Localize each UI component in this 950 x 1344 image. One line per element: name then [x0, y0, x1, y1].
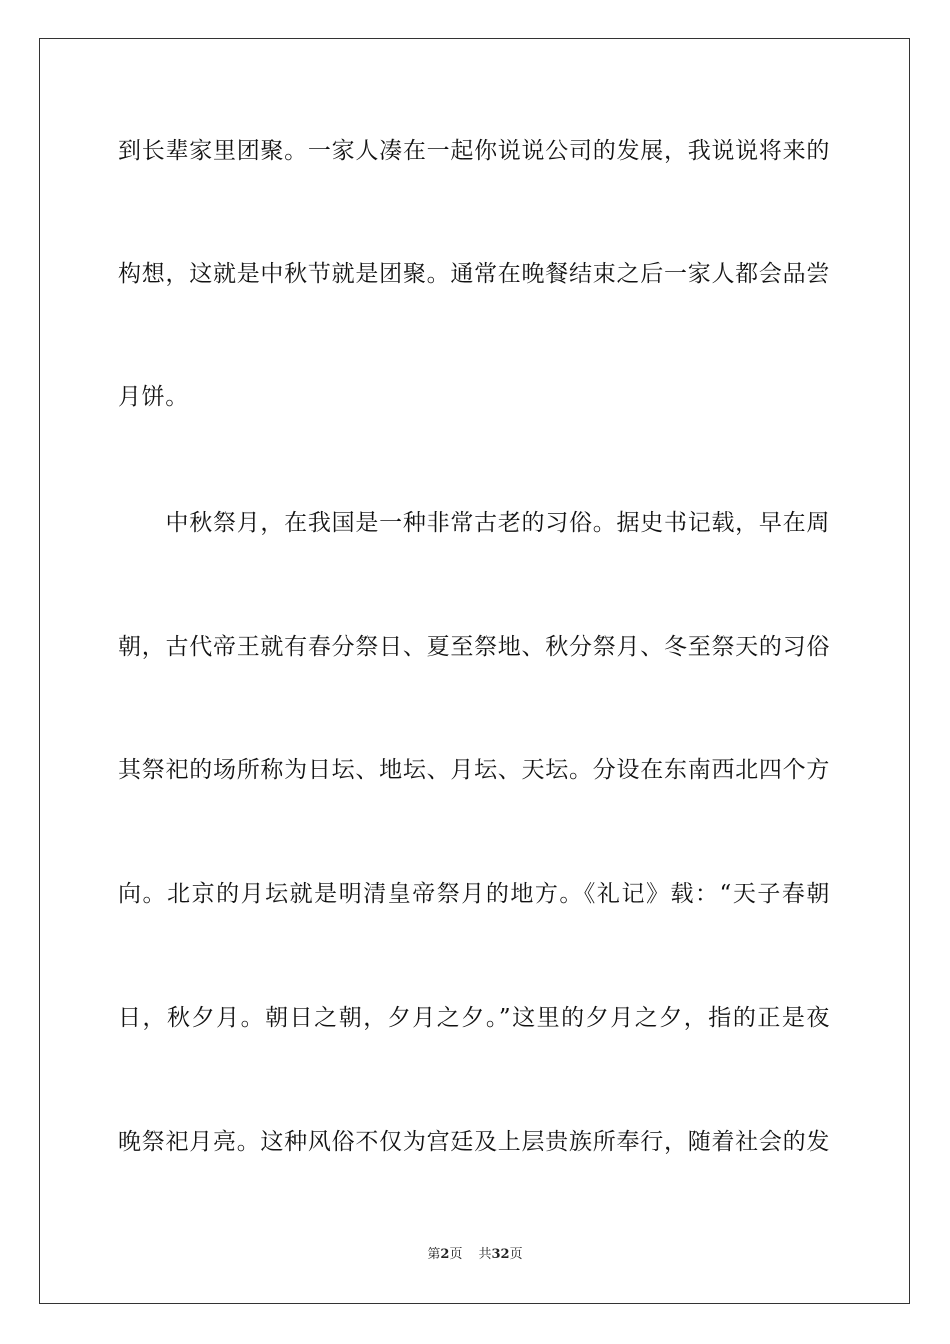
page-border [39, 38, 910, 1304]
body-line-5: 朝，古代帝王就有春分祭日、夏至祭地、秋分祭月、冬至祭天的习俗 [118, 634, 830, 660]
total-pages: 32 [491, 1247, 510, 1262]
total-prefix: 共 [478, 1247, 492, 1262]
body-line-1: 到长辈家里团聚。一家人凑在一起你说说公司的发展，我说说将来的 [118, 138, 830, 164]
body-line-4: 中秋祭月，在我国是一种非常古老的习俗。据史书记载，早在周 [118, 510, 830, 536]
body-line-8: 日，秋夕月。朝日之朝，夕月之夕。”这里的夕月之夕，指的正是夜 [118, 1005, 830, 1031]
page-prefix: 第 [427, 1247, 441, 1262]
body-line-9: 晚祭祀月亮。这种风俗不仅为宫廷及上层贵族所奉行，随着社会的发 [118, 1129, 830, 1155]
body-line-7: 向。北京的月坛就是明清皇帝祭月的地方。《礼记》载：“天子春朝 [118, 881, 830, 907]
body-line-2: 构想，这就是中秋节就是团聚。通常在晚餐结束之后一家人都会品尝 [118, 261, 830, 287]
body-line-6: 其祭祀的场所称为日坛、地坛、月坛、天坛。分设在东南西北四个方 [118, 757, 830, 783]
body-line-3: 月饼。 [118, 384, 189, 410]
page-number: 2 [440, 1247, 450, 1262]
total-suffix: 页 [509, 1247, 523, 1262]
page-suffix: 页 [449, 1247, 463, 1262]
page-footer [0, 1246, 950, 1264]
